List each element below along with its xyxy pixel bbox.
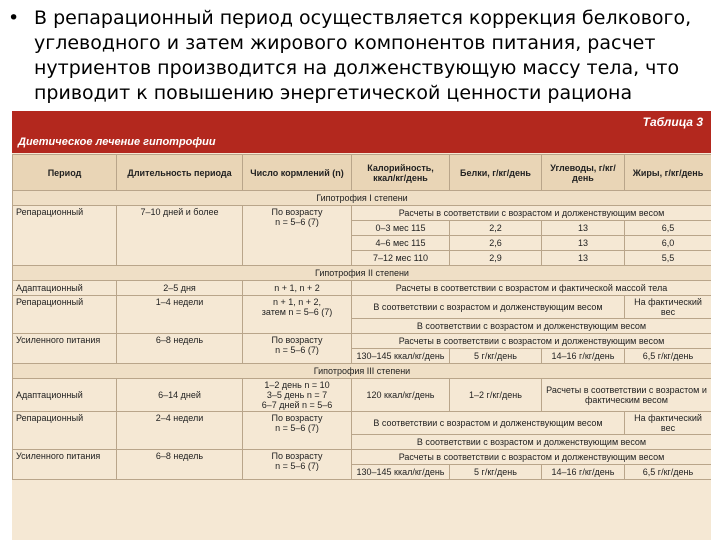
cell-period: Адаптационный [13,281,117,296]
table-header-bar [12,111,711,153]
cell-feedings: n + 1, n + 2 [243,281,352,296]
section-row [13,191,712,206]
section-title: Гипотрофия I степени [13,191,712,206]
cell-duration: 2–5 дня [117,281,243,296]
cell-feedings: По возрасту n = 5–6 (7) [243,206,352,266]
cell-age-calories: 7–12 мес 110 [352,251,450,266]
table-row [13,412,712,435]
cell-calories: 130–145 ккал/кг/день [352,465,450,480]
col-header-feedings: Число кормлений (n) [243,155,352,191]
cell-protein: 1–2 г/кг/день [450,379,542,412]
cell-protein: 2,2 [450,221,542,236]
table-title: Диетическое лечение гипотрофии [18,136,216,148]
cell-duration: 6–8 недель [117,334,243,364]
section-row [13,266,712,281]
table-row [13,296,712,319]
cell-period: Адаптационный [13,379,117,412]
col-header-carbs: Углеводы, г/кг/день [542,155,625,191]
cell-feedings: По возрасту n = 5–6 (7) [243,412,352,450]
cell-carbs: 13 [542,236,625,251]
diet-table [12,154,711,480]
cell-duration: 7–10 дней и более [117,206,243,266]
section-title: Гипотрофия II степени [13,266,712,281]
cell-note: Расчеты в соответствии с возрастом и фактическим весом [542,379,712,412]
cell-note: В соответствии с возрастом и долженствующим весом [352,319,712,334]
bullet-marker: • [8,7,20,29]
section-title: Гипотрофия III степени [13,364,712,379]
col-header-calories: Калорийность, ккал/кг/день [352,155,450,191]
col-header-period: Период [13,155,117,191]
table-row [13,206,712,221]
cell-carbs: 14–16 г/кг/день [542,349,625,364]
cell-protein: 2,9 [450,251,542,266]
table-row [13,379,712,412]
cell-protein: 5 г/кг/день [450,465,542,480]
cell-note: В соответствии с возрастом и долженствующим весом [352,296,625,319]
col-header-protein: Белки, г/кг/день [450,155,542,191]
cell-age-calories: 0–3 мес 115 [352,221,450,236]
cell-note: Расчеты в соответствии с возрастом и долженствующим весом [352,450,712,465]
cell-fat: На фактический вес [625,296,712,319]
cell-note: В соответствии с возрастом и долженствующим весом [352,435,712,450]
cell-calories: 120 ккал/кг/день [352,379,450,412]
cell-age-calories: 4–6 мес 115 [352,236,450,251]
paragraph-text: В репарационный период осуществляется коррекция белкового, углеводного и затем жирового компонентов питания, расчет нутриентов производится на долженствующую массу тела, что приводит к повышению энергетической ценности рациона [34,7,692,104]
cell-fat: На фактический вес [625,412,712,435]
cell-fat: 6,0 [625,236,712,251]
cell-duration: 6–8 недель [117,450,243,480]
cell-duration: 1–4 недели [117,296,243,334]
cell-feedings: 1–2 день n = 10 3–5 день n = 7 6–7 дней n = 5–6 [243,379,352,412]
cell-feedings: n + 1, n + 2, затем n = 5–6 (7) [243,296,352,334]
cell-feedings: По возрасту n = 5–6 (7) [243,450,352,480]
cell-carbs: 14–16 г/кг/день [542,465,625,480]
table-row [13,334,712,349]
cell-period: Репарационный [13,412,117,450]
cell-feedings: По возрасту n = 5–6 (7) [243,334,352,364]
cell-note: В соответствии с возрастом и долженствующим весом [352,412,625,435]
cell-note: Расчеты в соответствии с возрастом и фактической массой тела [352,281,712,296]
scanned-table-image [12,111,711,540]
cell-fat: 5,5 [625,251,712,266]
cell-period: Усиленного питания [13,334,117,364]
cell-note: Расчеты в соответствии с возрастом и долженствующим весом [352,206,712,221]
cell-protein: 5 г/кг/день [450,349,542,364]
cell-carbs: 13 [542,251,625,266]
cell-note: Расчеты в соответствии с возрастом и долженствующим весом [352,334,712,349]
cell-fat: 6,5 г/кг/день [625,465,712,480]
table-number: Таблица 3 [642,115,703,129]
cell-period: Репарационный [13,296,117,334]
bullet-paragraph [8,6,708,106]
cell-fat: 6,5 г/кг/день [625,349,712,364]
cell-fat: 6,5 [625,221,712,236]
cell-period: Усиленного питания [13,450,117,480]
cell-period: Репарационный [13,206,117,266]
cell-calories: 130–145 ккал/кг/день [352,349,450,364]
cell-protein: 2,6 [450,236,542,251]
cell-duration: 2–4 недели [117,412,243,450]
col-header-fat: Жиры, г/кг/день [625,155,712,191]
col-header-duration: Длительность периода [117,155,243,191]
header-row [13,155,712,191]
section-row [13,364,712,379]
table-row [13,281,712,296]
cell-carbs: 13 [542,221,625,236]
cell-duration: 6–14 дней [117,379,243,412]
table-row [13,450,712,465]
